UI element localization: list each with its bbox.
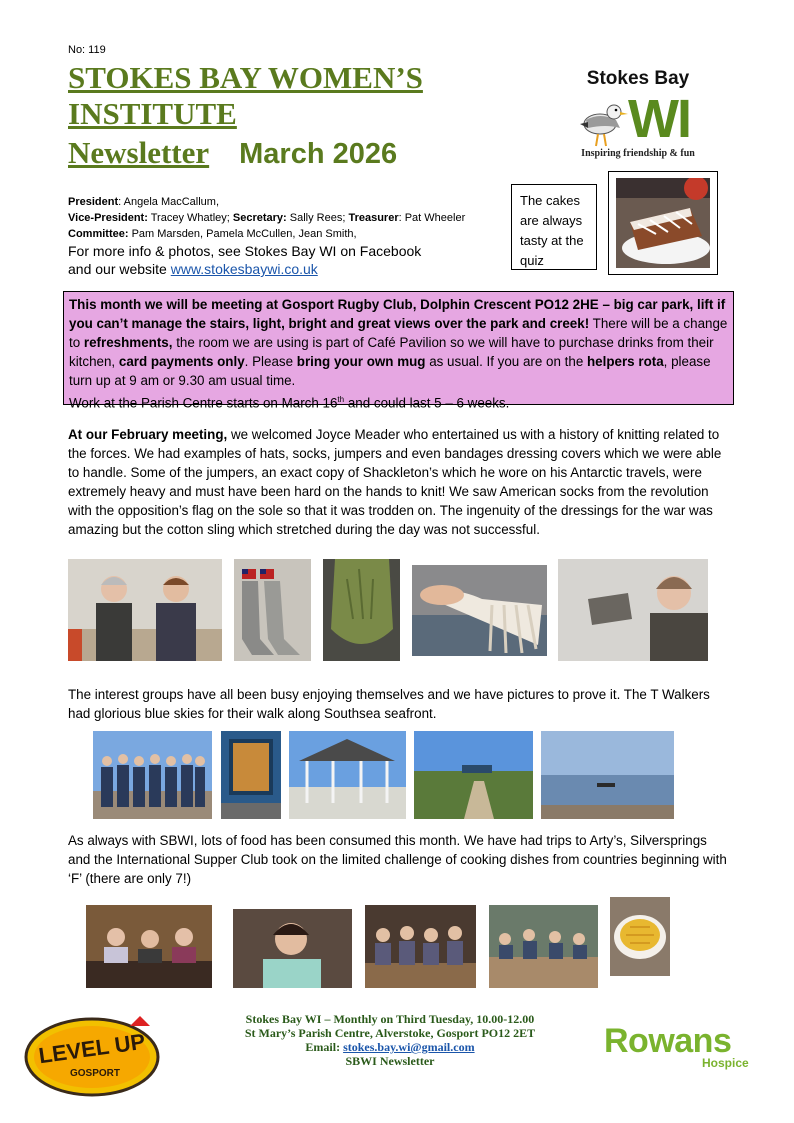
meeting-notice: [63, 291, 734, 411]
level-up-text: LEVEL UP: [37, 1028, 147, 1069]
notice-mug: bring your own mug: [296, 354, 426, 369]
president-name: : Angela MacCallum,: [118, 196, 220, 208]
logo-wi-mark: WI: [628, 89, 690, 149]
food-paragraph: As always with SBWI, lots of food has been consumed this month. We have had trips to Arty’s, Silversprings and the International Supper Club took on the limited challenge of cooking dishes from countries beginning with ‘F’ (there are only 7!): [68, 833, 727, 886]
email-line: [150, 1040, 630, 1054]
title-newsletter: Newsletter: [68, 135, 210, 170]
website-link[interactable]: www.stokesbaywi.co.uk: [170, 261, 318, 277]
notice-ordinal: th: [337, 395, 345, 404]
treasurer-name: : Pat Wheeler: [398, 212, 466, 224]
president-label: President: [68, 196, 119, 208]
cakes-caption: The cakes are always tasty at the quiz: [511, 184, 597, 270]
issue-month: March 2026: [239, 138, 398, 170]
supper-club-photo: [233, 909, 352, 988]
restaurant-table-photo: [489, 905, 598, 988]
notice-refreshments: refreshments,: [83, 335, 173, 350]
level-up-gosport: GOSPORT: [69, 1068, 120, 1079]
meeting-venue: St Mary’s Parish Centre, Alverstoke, Gosport PO12 2ET: [244, 1026, 536, 1040]
committee-names: Pam Marsden, Pamela McCullen, Jean Smith,: [128, 228, 357, 240]
february-text: we welcomed Joyce Meader who entertained us with a history of knitting related to the forces. We had examples of hats, socks, jumpers and even bandages dressing covers which we were able to handle. Some of the jumpers, an exact copy of Shackleton’s which he wore on his Antarctic travels, were extremely heavy and must have been hard on the hands to knit! We saw American socks from the revolution with the opposition’s flag on the sole so that it was trodden on. The ingenuity of the dressings for the war was amazing but the cotton sling which stretched during the day was not successful.: [68, 427, 722, 537]
vice-label: Vice-President:: [68, 212, 148, 224]
notice-text-2: the room we are using is part of Café Pavilion so we will have to purchase drinks from their kitchen,: [69, 335, 714, 369]
notice-parish-works: Work at the Parish Centre starts on March 16: [69, 395, 338, 411]
website-line: [68, 260, 508, 278]
rowans-hospice-logo: [604, 1022, 754, 1072]
seagull-icon: [576, 94, 632, 150]
cake-photo-frame: [608, 171, 718, 275]
vice-name: Tracey Whatley;: [147, 212, 233, 224]
notice-text-5: , please turn up at 9 am or 9.30 am usual time.: [69, 354, 711, 388]
newsletter-title: [68, 60, 508, 175]
newsletter-footer: [150, 1012, 630, 1068]
treasurer-label: Treasurer: [348, 212, 399, 224]
email-label: Email:: [305, 1040, 344, 1054]
committee-list: [68, 194, 508, 242]
issue-number: No: 119: [68, 44, 106, 56]
cake-photo: [616, 178, 710, 268]
american-socks-photo: [234, 559, 311, 661]
president-line: [68, 194, 508, 210]
february-meeting-paragraph: [68, 425, 732, 539]
website-prefix: and our website: [68, 261, 171, 277]
seafront-garden-photo: [414, 731, 533, 819]
bandstand-photo: [289, 731, 406, 819]
logo-title: Stokes Bay: [586, 68, 690, 89]
february-heading: At our February meeting,: [68, 427, 228, 442]
silversprings-photo: [365, 905, 476, 988]
secretary-label: Secretary:: [232, 212, 287, 224]
title-line-1: STOKES BAY WOMEN’S: [68, 60, 423, 95]
title-line-2: INSTITUTE: [68, 96, 237, 131]
notice-card-payments: card payments only: [118, 354, 245, 369]
facebook-line: For more info & photos, see Stokes Bay WI on Facebook: [68, 243, 422, 259]
notice-text-3: . Please: [244, 354, 297, 369]
rowans-hospice-label: Hospice: [702, 1056, 749, 1070]
walkers-group-photo: [93, 731, 212, 819]
meeting-schedule: Stokes Bay WI – Monthly on Third Tuesday, 10.00-12.00: [245, 1012, 535, 1026]
committee-label: Committee:: [68, 228, 129, 240]
logo-tagline: Inspiring friendship & fun: [581, 148, 695, 159]
officers-line: [68, 210, 508, 226]
speaker-photo: [68, 559, 222, 661]
notice-text-4: as usual. If you are on the: [425, 354, 587, 369]
secretary-name: Sally Rees;: [286, 212, 349, 224]
level-up-gosport-logo: [22, 1014, 162, 1100]
knitted-sock-photo: [323, 559, 400, 661]
rowans-wordmark: Rowans: [604, 1022, 732, 1060]
dessert-photo: [610, 897, 670, 976]
interest-groups-paragraph: The interest groups have all been busy enjoying themselves and we have pictures to prove it. The T Walkers had glorious blue skies for their walk along Southsea seafront.: [68, 687, 710, 721]
stokes-bay-wi-logo: [572, 64, 704, 164]
notice-text-1: There will be a change to: [69, 316, 728, 350]
more-info: [68, 242, 508, 278]
committee-line: [68, 226, 508, 242]
info-board-photo: [221, 731, 281, 819]
artys-photo: [86, 905, 212, 988]
notice-text-7: and could last 5 – 6 weeks.: [344, 395, 510, 411]
title-line-3: [68, 132, 508, 175]
notice-helpers-rota: helpers rota: [587, 354, 664, 369]
footer-newsletter-label: SBWI Newsletter: [345, 1054, 435, 1068]
notice-venue: This month we will be meeting at Gosport Rugby Club, Dolphin Crescent PO12 2HE – big car park, lift if you can’t manage the stairs, light, bright and great views over the park and creek!: [69, 297, 726, 331]
email-link[interactable]: stokes.bay.wi@gmail.com: [343, 1040, 475, 1054]
cotton-sling-photo: [412, 565, 547, 656]
sea-view-photo: [541, 731, 674, 819]
joyce-meader-photo: [558, 559, 708, 661]
